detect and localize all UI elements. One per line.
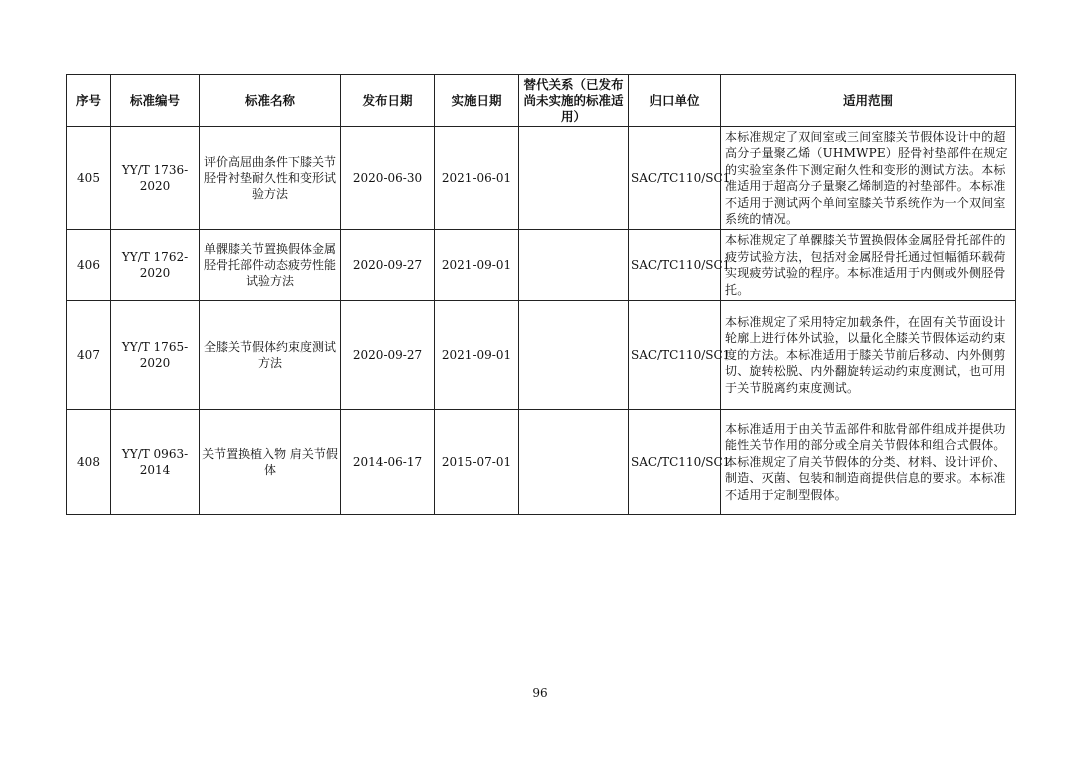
header-code: 标准编号 — [111, 75, 200, 127]
cell-code: YY/T 1736-2020 — [111, 127, 200, 230]
cell-replace — [519, 230, 629, 301]
cell-publish-date: 2020-09-27 — [341, 230, 435, 301]
cell-no: 408 — [67, 410, 111, 515]
header-name: 标准名称 — [200, 75, 341, 127]
cell-scope: 本标准规定了单髁膝关节置换假体金属胫骨托部件的疲劳试验方法，包括对金属胫骨托通过恒幅循环载荷实现疲劳试验的程序。本标准适用于内侧或外侧胫骨托。 — [721, 230, 1016, 301]
cell-scope: 本标准适用于由关节盂部件和肱骨部件组成并提供功能性关节作用的部分或全肩关节假体和组合式假体。本标准规定了肩关节假体的分类、材料、设计评价、制造、灭菌、包装和制造商提供信息的要求。本标准不适用于定制型假体。 — [721, 410, 1016, 515]
header-no: 序号 — [67, 75, 111, 127]
standards-table — [66, 74, 1016, 515]
cell-name: 评价高屈曲条件下膝关节胫骨衬垫耐久性和变形试验方法 — [200, 127, 341, 230]
cell-no: 406 — [67, 230, 111, 301]
cell-scope: 本标准规定了双间室或三间室膝关节假体设计中的超高分子量聚乙烯（UHMWPE）胫骨衬垫部件在规定的实验室条件下测定耐久性和变形的测试方法。本标准适用于超高分子量聚乙烯制造的衬垫部件。本标准不适用于测试两个单间室膝关节系统作为一个双间室系统的情况。 — [721, 127, 1016, 230]
cell-unit: SAC/TC110/SC1 — [629, 301, 721, 410]
header-replace: 替代关系（已发布尚未实施的标准适用） — [519, 75, 629, 127]
header-unit: 归口单位 — [629, 75, 721, 127]
cell-replace — [519, 301, 629, 410]
cell-code: YY/T 1762-2020 — [111, 230, 200, 301]
cell-code: YY/T 0963-2014 — [111, 410, 200, 515]
cell-replace — [519, 410, 629, 515]
table-row — [67, 230, 1016, 301]
cell-code: YY/T 1765-2020 — [111, 301, 200, 410]
header-scope: 适用范围 — [721, 75, 1016, 127]
cell-replace — [519, 127, 629, 230]
cell-publish-date: 2020-09-27 — [341, 301, 435, 410]
cell-unit: SAC/TC110/SC1 — [629, 230, 721, 301]
cell-name: 关节置换植入物 肩关节假体 — [200, 410, 341, 515]
table-row — [67, 301, 1016, 410]
cell-no: 407 — [67, 301, 111, 410]
cell-implement-date: 2021-09-01 — [435, 301, 519, 410]
cell-publish-date: 2014-06-17 — [341, 410, 435, 515]
cell-publish-date: 2020-06-30 — [341, 127, 435, 230]
cell-name: 单髁膝关节置换假体金属胫骨托部件动态疲劳性能试验方法 — [200, 230, 341, 301]
header-row — [67, 75, 1016, 127]
header-publish-date: 发布日期 — [341, 75, 435, 127]
cell-implement-date: 2015-07-01 — [435, 410, 519, 515]
cell-unit: SAC/TC110/SC1 — [629, 410, 721, 515]
table-row — [67, 410, 1016, 515]
header-implement-date: 实施日期 — [435, 75, 519, 127]
cell-implement-date: 2021-09-01 — [435, 230, 519, 301]
table-row — [67, 127, 1016, 230]
cell-unit: SAC/TC110/SC1 — [629, 127, 721, 230]
cell-no: 405 — [67, 127, 111, 230]
cell-scope: 本标准规定了采用特定加载条件，在固有关节面设计轮廓上进行体外试验，以量化全膝关节假体运动约束度的方法。本标准适用于膝关节前后移动、内外侧剪切、旋转松脱、内外翻旋转运动约束度测试，也可用于关节脱离约束度测试。 — [721, 301, 1016, 410]
page-number: 96 — [532, 686, 548, 700]
cell-name: 全膝关节假体约束度测试方法 — [200, 301, 341, 410]
cell-implement-date: 2021-06-01 — [435, 127, 519, 230]
